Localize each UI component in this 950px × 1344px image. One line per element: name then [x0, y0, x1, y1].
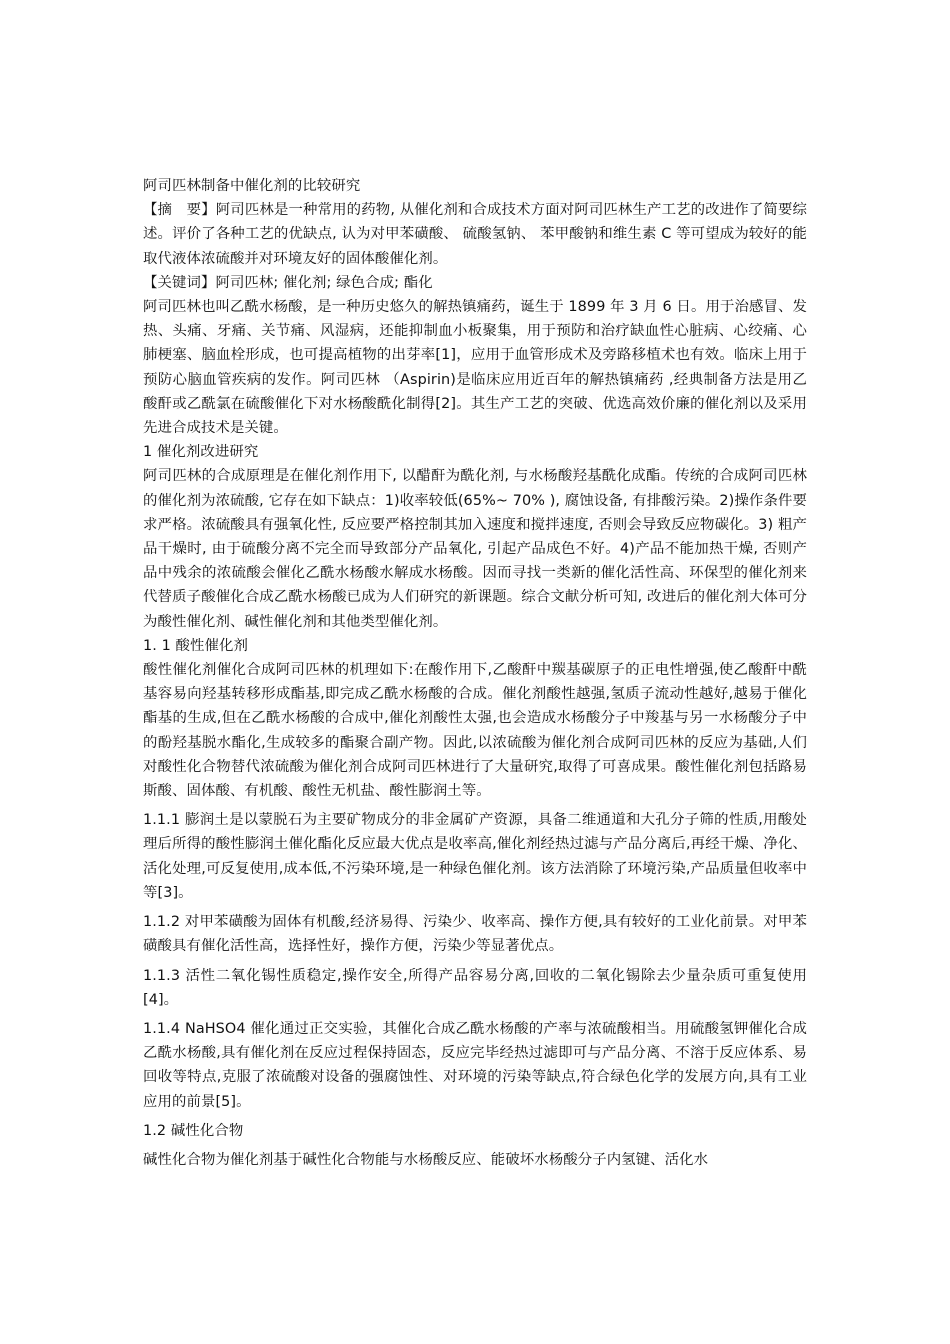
- abstract-text: 阿司匹林是一种常用的药物, 从催化剂和合成技术方面对阿司匹林生产工艺的改进作了简要综述。评价了各种工艺的优缺点, 认为对甲苯磺酸、 硫酸氢钠、 苯甲酸钠和维生素 C 等可望成为较好的能取代液体浓硫酸并对环境友好的固体酸催化剂。: [143, 202, 807, 267]
- intro-paragraph: 阿司匹林也叫乙酰水杨酸，是一种历史悠久的解热镇痛药，诞生于 1899 年 3 月 6 日。用于治感冒、发热、头痛、牙痛、关节痛、风湿病，还能抑制血小板聚集，用于预防和治疗缺血性心脏病、心绞痛、心肺梗塞、脑血栓形成，也可提高植物的出芽率[1]，应用于血管形成术及旁路移植术也有效。临床上用于预防心脑血管疾病的发作。阿司匹林 （Aspirin)是临床应用近百年的解热镇痛药 ,经典制备方法是用乙酸酐或乙酰氯在硫酸催化下对水杨酸酰化制得[2]。其生产工艺的突破、优选高效价廉的催化剂以及采用先进合成技术是关键。: [143, 299, 807, 437]
- document-page: [143, 174, 807, 1172]
- abstract: [143, 198, 807, 271]
- body-paragraph: 酸性催化剂催化合成阿司匹林的机理如下:在酸作用下,乙酸酐中羰基碳原子的正电性增强,使乙酸酐中酰基容易向羟基转移形成酯基,即完成乙酰水杨酸的合成。催化剂酸性越强,氢质子流动性越好,越易于催化酯基的生成,但在乙酰水杨酸的合成中,催化剂酸性太强,也会造成水杨酸分子中羧基与另一水杨酸分子中的酚羟基脱水酯化,生成较多的酯聚合副产物。因此,以浓硫酸为催化剂合成阿司匹林的反应为基础,人们对酸性化合物替代浓硫酸为催化剂合成阿司匹林进行了大量研究,取得了可喜成果。酸性催化剂包括路易斯酸、固体酸、有机酸、酸性无机盐、酸性膨润土等。: [143, 662, 807, 800]
- section-heading: 1 催化剂改进研究: [143, 444, 259, 461]
- list-item: 1.1.3 活性二氧化锡性质稳定,操作安全,所得产品容易分离,回收的二氧化锡除去少量杂质可重复使用[4]。: [143, 967, 807, 1008]
- abstract-label: 【摘 要】: [143, 202, 216, 219]
- body-paragraph: 碱性化合物为催化剂基于碱性化合物能与水杨酸反应、能破坏水杨酸分子内氢键、活化水: [143, 1151, 709, 1168]
- section-heading: 1.2 碱性化合物: [143, 1122, 244, 1139]
- keywords: 【关键词】阿司匹林; 催化剂; 绿色合成; 酯化: [143, 274, 433, 291]
- section-heading: 1. 1 酸性催化剂: [143, 637, 248, 654]
- list-item: 1.1.1 膨润土是以蒙脱石为主要矿物成分的非金属矿产资源，具备二维通道和大孔分子筛的性质,用酸处理后所得的酸性膨润土催化酯化反应最大优点是收率高,催化剂经热过滤与产品分离后,再经干燥、净化、活化处理,可反复使用,成本低,不污染环境,是一种绿色催化剂。该方法消除了环境污染,产品质量但收率中等[3]。: [143, 812, 807, 901]
- document-title: 阿司匹林制备中催化剂的比较研究: [143, 178, 361, 194]
- list-item: 1.1.4 NaHSO4 催化通过正交实验，其催化合成乙酰水杨酸的产率与浓硫酸相当。用硫酸氢钾催化合成乙酰水杨酸,具有催化剂在反应过程保持固态，反应完毕经热过滤即可与产品分离、不溶于反应体系、易回收等特点,克服了浓硫酸对设备的强腐蚀性、对环境的污染等缺点,符合绿色化学的发展方向,具有工业应用的前景[5]。: [143, 1020, 807, 1110]
- body-paragraph: 阿司匹林的合成原理是在催化剂作用下, 以醋酐为酰化剂, 与水杨酸羟基酰化成酯。传统的合成阿司匹林的催化剂为浓硫酸, 它存在如下缺点：1)收率较低(65%~ 70% ), 腐蚀设备, 有排酸污染。2)操作条件要求严格。浓硫酸具有强氧化性, 反应要严格控制其加入速度和搅拌速度, 否则会导致反应物碳化。3) 粗产品干燥时, 由于硫酸分离不完全而导致部分产品氧化, 引起产品成色不好。4)产品不能加热干燥, 否则产品中残余的浓硫酸会催化乙酰水杨酸水解成水杨酸。因而寻找一类新的催化活性高、环保型的催化剂来代替质子酸催化合成乙酰水杨酸已成为人们研究的新课题。综合文献分析可知, 改进后的催化剂大体可分为酸性催化剂、碱性催化剂和其他类型催化剂。: [143, 468, 807, 630]
- list-item: 1.1.2 对甲苯磺酸为固体有机酸,经济易得、污染少、收率高、操作方便,具有较好的工业化前景。对甲苯磺酸具有催化活性高，选择性好，操作方便，污染少等显著优点。: [143, 914, 807, 955]
